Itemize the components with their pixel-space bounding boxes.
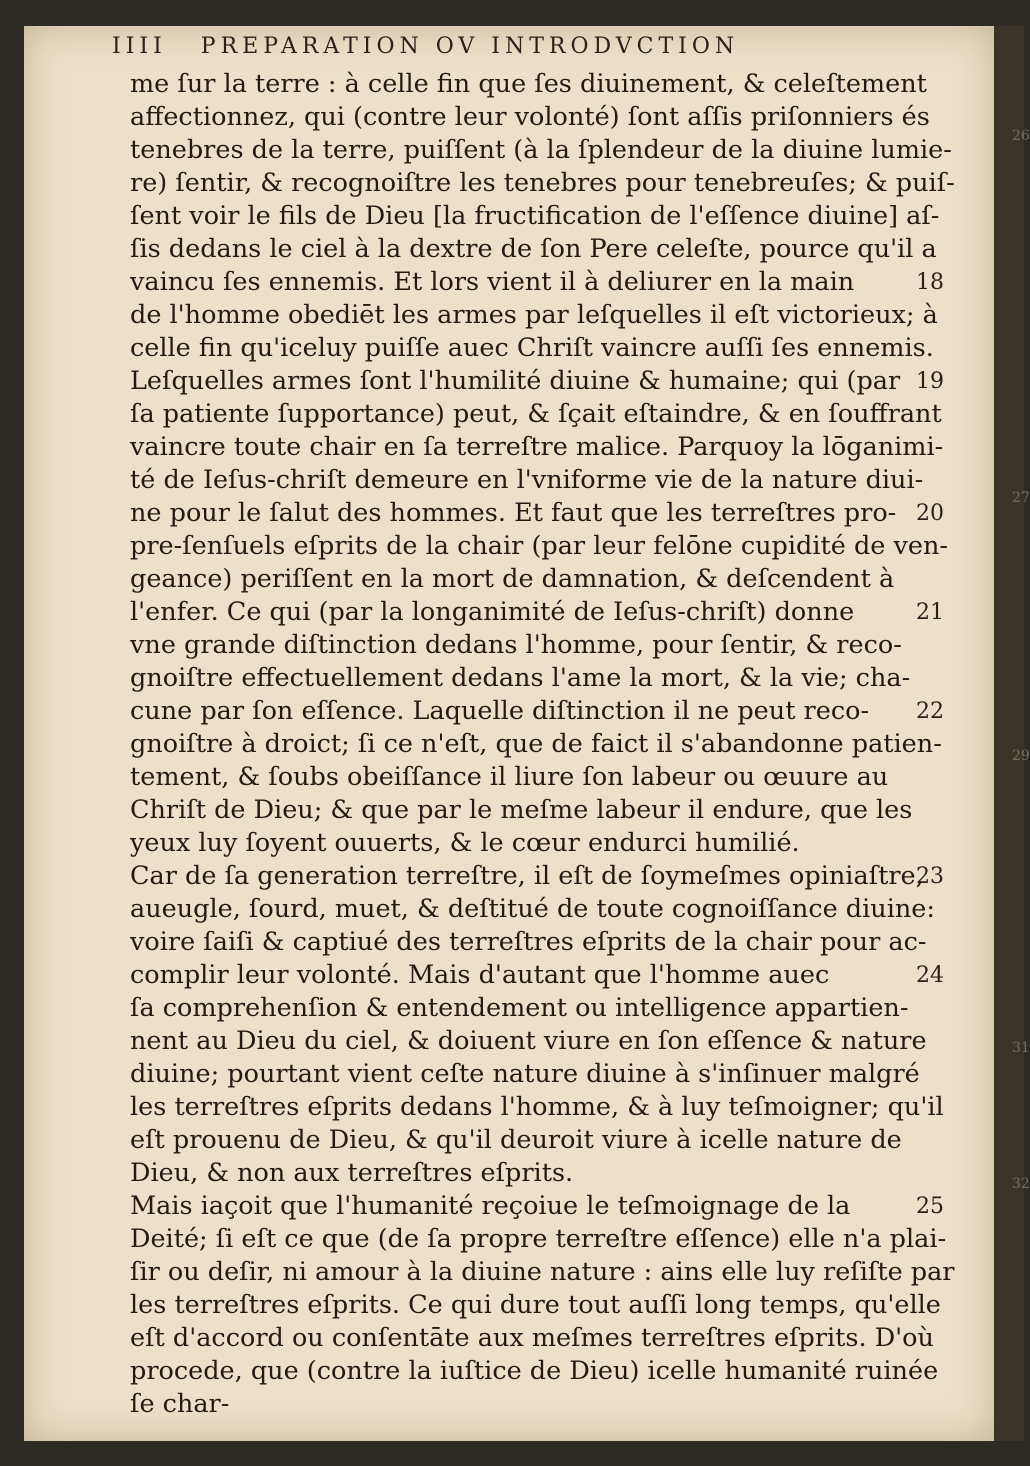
text-line: Mais iaçoit que l'humanité reçoiue le teſmoignage de la	[130, 1191, 851, 1221]
verse-number: 22	[916, 699, 944, 724]
text-line: voire ſaiſi & captiué des terreſtres eſprits de la chair pour ac-	[130, 927, 927, 957]
verse-number: 25	[916, 1194, 944, 1219]
text-line: ſa patiente ſupportance) peut, & ſçait eſtaindre, & en ſouffrant	[130, 399, 942, 429]
text-line: affectionnez, qui (contre leur volonté) ſont aſſis priſonniers és	[130, 102, 930, 132]
facing-page-number: 29	[1012, 748, 1030, 764]
text-line: gnoiſtre à droict; ſi ce n'eſt, que de faict il s'abandonne patien-	[130, 729, 942, 759]
text-line: tement, & ſoubs obeiſſance il liure ſon labeur ou œuure au	[130, 762, 889, 792]
text-line: té de Ieſus-chriſt demeure en l'vniforme vie de la nature diui-	[130, 465, 924, 495]
text-line: vaincre toute chair en ſa terreſtre malice. Parquoy la lōganimi-	[130, 432, 944, 462]
text-line: vne grande diſtinction dedans l'homme, pour ſentir, & reco-	[130, 630, 902, 660]
verse-number: 20	[916, 501, 944, 526]
text-line: celle fin qu'iceluy puiſſe auec Chriſt vaincre auſſi ſes ennemis.	[130, 333, 934, 363]
verse-number: 18	[916, 270, 944, 295]
text-line: diuine; pourtant vient ceſte nature diuine à s'inſinuer malgré	[130, 1059, 920, 1089]
running-title: PREPARATION OV INTRODVCTION	[200, 34, 740, 59]
text-line: aueugle, ſourd, muet, & deſtitué de toute cognoiſſance diuine:	[130, 894, 935, 924]
text-line: re) ſentir, & recognoiſtre les tenebres pour tenebreuſes; & puiſ-	[130, 168, 955, 198]
text-line: complir leur volonté. Mais d'autant que l'homme auec	[130, 960, 830, 990]
text-line: ſe char-	[130, 1389, 230, 1419]
facing-page-number: 31	[1012, 1040, 1030, 1056]
text-line: ſa comprehenſion & entendement ou intelligence appartien-	[130, 993, 909, 1023]
text-line: cune par ſon eſſence. Laquelle diſtinction il ne peut reco-	[130, 696, 870, 726]
text-line: eſt d'accord ou conſentāte aux meſmes terreſtres eſprits. D'où	[130, 1323, 934, 1353]
facing-page-number: 27	[1012, 490, 1030, 506]
text-line: l'enfer. Ce qui (par la longanimité de Ieſus-chriſt) donne	[130, 597, 855, 627]
text-line: tenebres de la terre, puiſſent (à la ſplendeur de la diuine lumie-	[130, 135, 952, 165]
text-line: Leſquelles armes ſont l'humilité diuine & humaine; qui (par	[130, 366, 901, 396]
text-line: Dieu, & non aux terreſtres eſprits.	[130, 1158, 574, 1188]
text-line: ne pour le ſalut des hommes. Et faut que les terreſtres pro-	[130, 498, 897, 528]
text-line: de l'homme obediēt les armes par leſquelles il eſt victorieux; à	[130, 300, 938, 330]
text-line: vaincu ſes ennemis. Et lors vient il à deliurer en la main	[130, 267, 855, 297]
verse-number: 23	[916, 864, 944, 889]
verse-number: 19	[916, 369, 944, 394]
text-line: procede, que (contre la iuſtice de Dieu) icelle humanité ruinée	[130, 1356, 939, 1386]
text-line: les terreſtres eſprits. Ce qui dure tout auſſi long temps, qu'elle	[130, 1290, 941, 1320]
text-line: Deité; ſi eſt ce que (de ſa propre terreſtre eſſence) elle n'a plai-	[130, 1224, 947, 1254]
facing-page-number: 32	[1012, 1176, 1030, 1192]
text-line: ſent voir le fils de Dieu [la fructification de l'eſſence diuine] aſ-	[130, 201, 940, 231]
text-line: Car de ſa generation terreſtre, il eſt de ſoymeſmes opiniaſtre,	[130, 861, 924, 891]
text-line: gnoiſtre effectuellement dedans l'ame la mort, & la vie; cha-	[130, 663, 911, 693]
text-line: eſt prouenu de Dieu, & qu'il deuroit viure à icelle nature de	[130, 1125, 902, 1155]
folio-number: IIII	[112, 34, 167, 59]
text-line: Chriſt de Dieu; & que par le meſme labeur il endure, que les	[130, 795, 913, 825]
text-line: geance) periſſent en la mort de damnation, & deſcendent à	[130, 564, 895, 594]
text-line: me ſur la terre : à celle fin que ſes diuinement, & celeſtement	[130, 69, 927, 99]
facing-page-edge	[994, 26, 1024, 1441]
verse-number: 24	[916, 963, 944, 988]
text-line: les terreſtres eſprits dedans l'homme, & à luy teſmoigner; qu'il	[130, 1092, 944, 1122]
text-line: pre-ſenſuels eſprits de la chair (par leur felōne cupidité de ven-	[130, 531, 949, 561]
text-line: ſis dedans le ciel à la dextre de ſon Pere celeſte, pource qu'il a	[130, 234, 937, 264]
verse-number: 21	[916, 600, 944, 625]
text-line: ſir ou deſir, ni amour à la diuine nature : ains elle luy reſiſte par	[130, 1257, 955, 1287]
facing-page-number: 26	[1012, 128, 1030, 144]
running-header	[112, 34, 912, 68]
text-line: yeux luy ſoyent ouuerts, & le cœur endurci humilié.	[130, 828, 800, 858]
text-line: nent au Dieu du ciel, & doiuent viure en ſon eſſence & nature	[130, 1026, 927, 1056]
